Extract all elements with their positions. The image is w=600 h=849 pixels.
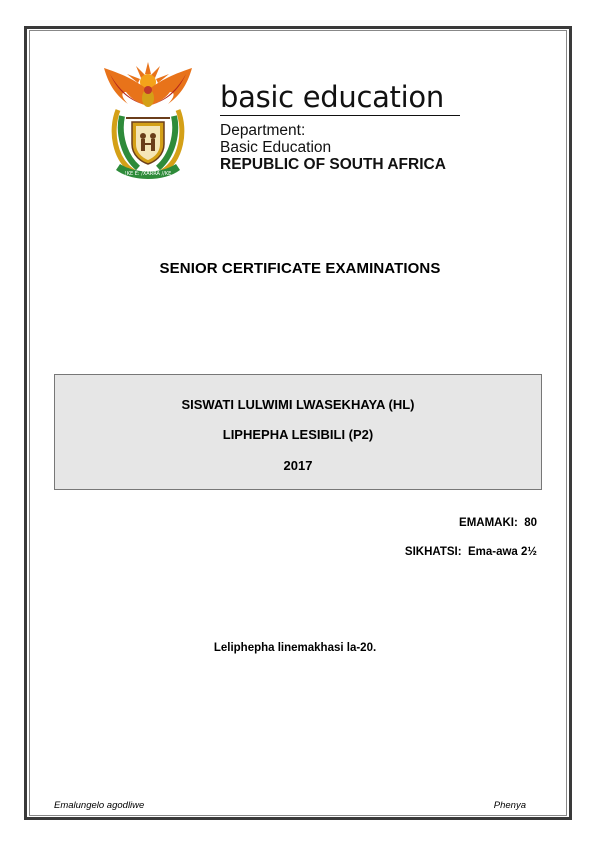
total-marks: EMAMAKI: 80 [459,517,537,529]
crest-motto: !KE E: /XARRA //KE [124,171,172,177]
department-label: Department: [220,122,306,139]
copyright-footer: Emalungelo agodliwe [54,800,145,811]
exam-title: SENIOR CERTIFICATE EXAMINATIONS [159,260,441,277]
country-name: REPUBLIC OF SOUTH AFRICA [220,156,446,173]
brand-underline [220,115,460,116]
paper-number: LIPHEPHA LESIBILI (P2) [222,427,374,442]
subject-box [54,374,542,490]
coat-of-arms-icon [98,60,198,184]
subject-name: SISWATI LULWIMI LWASEKHAYA (HL) [181,397,415,412]
exam-year: 2017 [283,458,313,473]
turn-over-footer: Phenya [493,800,526,811]
brand-block [220,80,444,114]
department-name: Basic Education [220,139,332,156]
department-block [220,122,446,173]
time-allowed: SIKHATSI: Ema-awa 2½ [404,546,537,558]
brand-title: basic education [220,80,444,114]
page-count-note: Leliphepha linemakhasi la-20. [213,642,377,654]
